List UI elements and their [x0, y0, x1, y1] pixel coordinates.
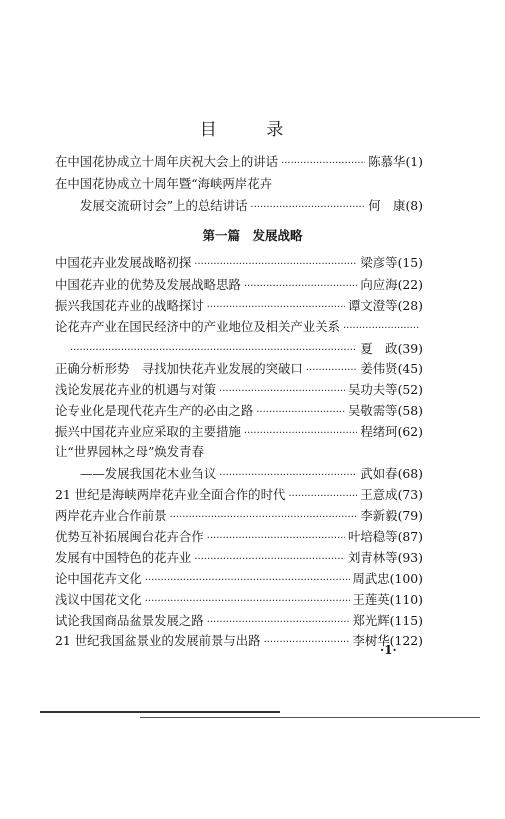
entry-title: 振兴我国花卉业的战略探讨 [55, 298, 204, 313]
entry-page: (8) [405, 198, 423, 213]
entry-title: 正确分析形势 寻找加快花卉业发展的突破口 [55, 361, 303, 376]
dot-leader [219, 382, 345, 397]
toc-entry [55, 545, 423, 565]
entry-title: 论中国花卉文化 [55, 571, 142, 586]
toc-entry [55, 439, 423, 459]
toc-entry [55, 314, 423, 334]
entry-author: 郑光辉 [352, 613, 390, 628]
dot-leader [207, 613, 350, 628]
entry-author: 李树华 [352, 633, 390, 648]
toc-entry [55, 398, 423, 418]
entry-page: (68) [397, 466, 423, 481]
entry-author: 姜伟贤 [360, 361, 398, 376]
toc-entry [55, 272, 423, 292]
entry-page: (28) [397, 298, 423, 313]
entry-author: 王意成 [360, 487, 398, 502]
entry-author: 周武忠 [352, 571, 390, 586]
entry-title: ——发展我国花木业刍议 [80, 466, 217, 481]
entry-title: 浅议中国花文化 [55, 592, 142, 607]
toc-entry [55, 419, 423, 439]
dot-leader [343, 319, 420, 334]
dot-leader [70, 341, 357, 356]
entry-title: 论花卉产业在国民经济中的产业地位及相关产业关系 [55, 319, 340, 334]
dot-leader [170, 508, 358, 523]
dot-leader [264, 633, 350, 648]
entry-author: 梁彦等 [360, 255, 398, 270]
entry-page: (87) [397, 529, 423, 544]
toc-entry [55, 250, 423, 270]
entry-page: (45) [397, 361, 423, 376]
entry-author: 程绪珂 [360, 424, 398, 439]
entry-author: 吴敬需等 [348, 403, 398, 418]
entry-author: 王莲英 [352, 592, 390, 607]
entry-page: (100) [389, 571, 423, 586]
toc-entry [55, 566, 423, 586]
toc-entry [55, 503, 423, 523]
entry-title: 试论我国商品盆景发展之路 [55, 613, 204, 628]
entry-page: (122) [389, 633, 423, 648]
section-heading: 第一篇 发展战略 [202, 228, 303, 243]
dot-leader [145, 571, 350, 586]
dot-leader [244, 277, 358, 292]
toc-entry [55, 149, 423, 169]
toc-entry [55, 356, 423, 376]
entry-page: (79) [397, 508, 423, 523]
dot-leader [250, 198, 365, 213]
entry-title: 优势互补拓展闽台花卉合作 [55, 529, 204, 544]
dot-leader [207, 298, 345, 313]
entry-title: 浅论发展花卉业的机遇与对策 [55, 382, 217, 397]
page-title: 目 录 [199, 120, 306, 140]
entry-title: 发展交流研讨会”上的总结讲话 [80, 198, 248, 213]
entry-page: (1) [405, 154, 423, 169]
toc-entry [55, 587, 423, 607]
dot-leader [145, 592, 350, 607]
page-number: ·1· [380, 643, 397, 657]
entry-title: 在中国花协成立十周年暨“海峡两岸花卉 [55, 176, 272, 191]
dot-leader [306, 361, 358, 376]
toc-entry [55, 293, 423, 313]
entry-page: (115) [389, 613, 423, 628]
entry-title: 让“世界园林之母”焕发青春 [55, 444, 204, 459]
entry-author: 吴功夫等 [348, 382, 398, 397]
entry-author: 何 康 [368, 198, 406, 213]
toc-entry [55, 377, 423, 397]
entry-page: (62) [397, 424, 423, 439]
dot-leader [207, 529, 345, 544]
toc-entry [55, 628, 423, 648]
entry-title: 21 世纪我国盆景业的发展前景与出路 [55, 633, 261, 648]
toc-entry [55, 608, 423, 628]
dot-leader [281, 154, 365, 169]
dot-leader [256, 403, 345, 418]
entry-title: 发展有中国特色的花卉业 [55, 550, 192, 565]
toc-entry [80, 193, 423, 213]
dot-leader [194, 255, 357, 270]
entry-author: 谭文澄等 [348, 298, 398, 313]
toc-entry [55, 171, 423, 191]
entry-author: 武如春 [360, 466, 398, 481]
entry-page: (93) [397, 550, 423, 565]
toc-entry [80, 461, 423, 481]
entry-page: (110) [389, 592, 423, 607]
entry-author: 夏 政 [360, 341, 398, 356]
entry-title: 在中国花协成立十周年庆祝大会上的讲话 [55, 154, 279, 169]
entry-page: (15) [397, 255, 423, 270]
entry-title: 论专业化是现代花卉生产的必由之路 [55, 403, 254, 418]
entry-title: 21 世纪是海峡两岸花卉业全面合作的时代 [55, 487, 286, 502]
entry-page: (39) [397, 341, 423, 356]
entry-author: 向应海 [360, 277, 398, 292]
entry-author: 陈慕华 [368, 154, 406, 169]
toc-entry [55, 524, 423, 544]
toc-entry [67, 336, 423, 356]
footer-rule [140, 717, 480, 718]
dot-leader [288, 487, 357, 502]
entry-author: 刘青林等 [348, 550, 398, 565]
dot-leader [219, 466, 357, 481]
footer-rule [40, 711, 280, 713]
entry-title: 两岸花卉业合作前景 [55, 508, 167, 523]
entry-author: 李新毅 [360, 508, 398, 523]
entry-page: (58) [397, 403, 423, 418]
entry-title: 中国花卉业的优势及发展战略思路 [55, 277, 241, 292]
dot-leader [244, 424, 358, 439]
entry-page: (22) [397, 277, 423, 292]
entry-page: (52) [397, 382, 423, 397]
toc-entry [55, 482, 423, 502]
entry-page: (73) [397, 487, 423, 502]
entry-title: 中国花卉业发展战略初探 [55, 255, 192, 270]
dot-leader [194, 550, 345, 565]
entry-author: 叶培稳等 [348, 529, 398, 544]
entry-title: 振兴中国花卉业应采取的主要措施 [55, 424, 241, 439]
